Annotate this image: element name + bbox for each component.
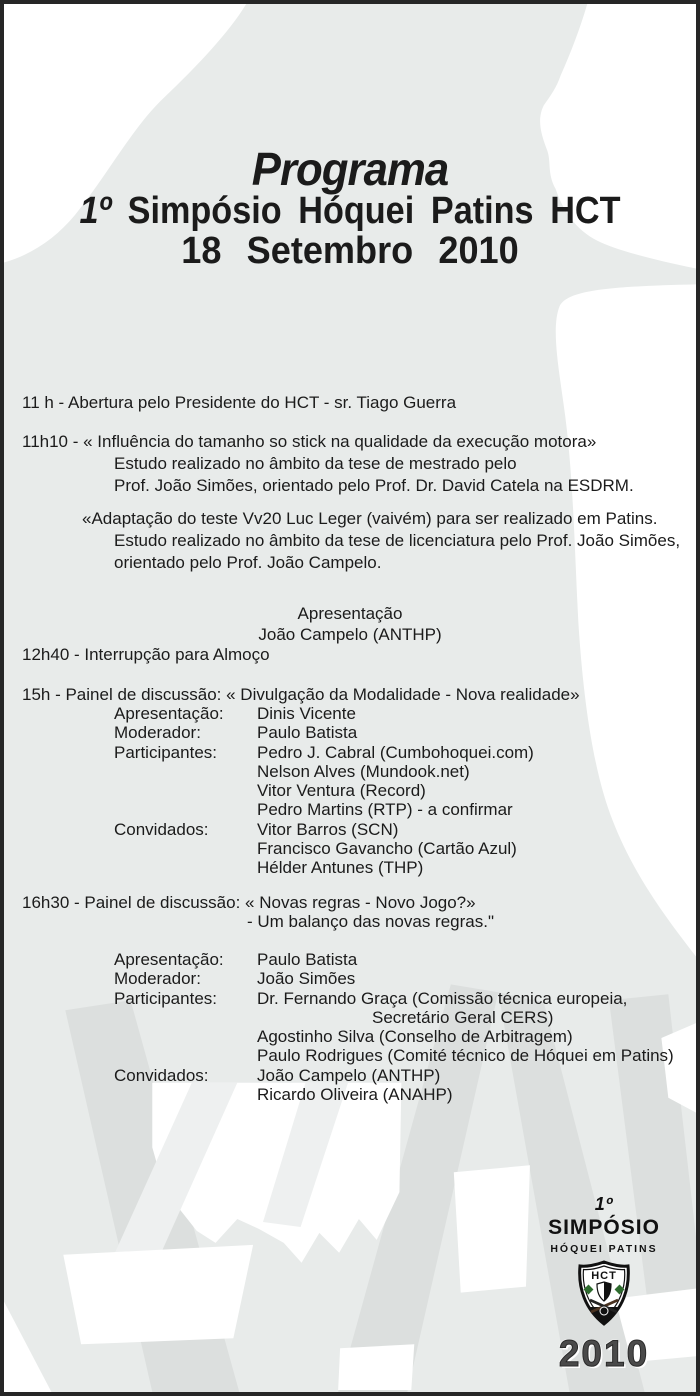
panel-row-value: Pedro J. Cabral (Cumbohoquei.com) bbox=[257, 742, 534, 762]
panel-row-label bbox=[114, 1046, 257, 1065]
panel-row-label bbox=[114, 1008, 257, 1027]
panel-row-label bbox=[114, 800, 257, 819]
panel-row-label: Moderador: bbox=[114, 723, 201, 743]
presentation-block bbox=[4, 603, 696, 645]
talk2-title: «Adaptação do teste Vv20 Luc Leger (vaivém) para ser realizado em Patins. bbox=[82, 509, 658, 528]
panel-row-label bbox=[114, 762, 257, 781]
panel-row-value: Paulo Batista bbox=[257, 723, 358, 743]
talk2-block bbox=[22, 508, 680, 574]
panel-row-value: João Campelo (ANTHP) bbox=[257, 1065, 441, 1085]
svg-text:HCT: HCT bbox=[591, 1270, 617, 1282]
panel-row-value: Vitor Barros (SCN) bbox=[257, 819, 399, 839]
event-ordinal: 1º bbox=[79, 190, 111, 232]
event-name: Simpósio Hóquei Patins HCT bbox=[127, 190, 621, 232]
panel-row bbox=[114, 743, 534, 762]
panel-row-label bbox=[114, 1085, 257, 1104]
hct-crest-icon bbox=[509, 1260, 699, 1331]
panel-row bbox=[114, 858, 534, 877]
panel-row-value: Paulo Batista bbox=[257, 950, 358, 969]
panel-row-label bbox=[114, 858, 257, 877]
logo-ordinal: 1º bbox=[594, 1194, 614, 1214]
page-title: Programa bbox=[251, 143, 449, 195]
panel1-heading: 15h - Painel de discussão: « Divulgação da Modalidade - Nova realidade» bbox=[22, 685, 580, 704]
panel-row-label: Convidados: bbox=[114, 819, 209, 839]
panel-row bbox=[114, 1085, 674, 1104]
talk1-block bbox=[22, 431, 634, 497]
panel-row-value: Secretário Geral CERS) bbox=[372, 1007, 554, 1027]
panel-row-label bbox=[114, 781, 257, 800]
panel-row bbox=[114, 1027, 674, 1046]
schedule-lunch: 12h40 - Interrupção para Almoço bbox=[22, 645, 270, 664]
panel-row-label: Moderador: bbox=[114, 969, 201, 989]
logo-year: 2010 bbox=[558, 1333, 650, 1374]
panel-row-label: Participantes: bbox=[114, 742, 217, 762]
panel1-rows bbox=[114, 704, 534, 878]
talk2-line2: Estudo realizado no âmbito da tese de licenciatura pelo Prof. João Simões, bbox=[114, 531, 681, 550]
presentation-heading: Apresentação bbox=[297, 604, 403, 623]
panel2-heading: 16h30 - Painel de discussão: « Novas regras - Novo Jogo?» bbox=[22, 893, 476, 912]
panel-row-label: Apresentação: bbox=[114, 704, 224, 723]
panel-row-value: Francisco Gavancho (Cartão Azul) bbox=[257, 839, 517, 859]
panel-row-label bbox=[114, 839, 257, 858]
logo-subtitle: HÓQUEI PATINS bbox=[550, 1243, 658, 1255]
panel-row-label: Apresentação: bbox=[114, 950, 224, 969]
panel-row-value: Ricardo Oliveira (ANAHP) bbox=[257, 1085, 453, 1105]
panel-row-label bbox=[114, 1027, 257, 1046]
panel-row-value: Vitor Ventura (Record) bbox=[257, 781, 426, 801]
panel-row bbox=[114, 989, 674, 1008]
symposium-logo bbox=[509, 1194, 699, 1375]
panel-row-value: Dinis Vicente bbox=[257, 704, 356, 723]
panel-row bbox=[114, 781, 534, 800]
panel-row bbox=[114, 820, 534, 839]
panel2-rows bbox=[114, 950, 674, 1104]
panel2-subheading: - Um balanço das novas regras." bbox=[247, 912, 494, 931]
panel-row bbox=[114, 950, 674, 969]
panel-row bbox=[114, 762, 534, 781]
panel-row bbox=[114, 969, 674, 988]
talk1-line3: Prof. João Simões, orientado pelo Prof. Dr. David Catela na ESDRM. bbox=[114, 476, 634, 495]
panel-row-value: Hélder Antunes (THP) bbox=[257, 858, 424, 878]
event-date: 18 Setembro 2010 bbox=[181, 230, 519, 272]
panel-row-label: Participantes: bbox=[114, 988, 217, 1008]
talk1-title: 11h10 - « Influência do tamanho so stick na qualidade da execução motora» bbox=[22, 432, 597, 451]
panel-row-value: Nelson Alves (Mundook.net) bbox=[257, 761, 470, 781]
panel-row bbox=[114, 723, 534, 742]
panel-row-value: Agostinho Silva (Conselho de Arbitragem) bbox=[257, 1027, 573, 1047]
panel-row bbox=[114, 800, 534, 819]
talk1-line2: Estudo realizado no âmbito da tese de mestrado pelo bbox=[114, 454, 517, 473]
talk2-line3: orientado pelo Prof. João Campelo. bbox=[114, 553, 382, 572]
panel-row bbox=[114, 704, 534, 723]
panel-row bbox=[114, 1046, 674, 1065]
panel-row bbox=[114, 1008, 674, 1027]
logo-title: SIMPÓSIO bbox=[548, 1216, 660, 1239]
panel-row-value: Paulo Rodrigues (Comité técnico de Hóquei em Patins) bbox=[257, 1046, 674, 1066]
schedule-opening: 11 h - Abertura pelo Presidente do HCT - sr. Tiago Guerra bbox=[22, 393, 457, 412]
panel-row-value: Dr. Fernando Graça (Comissão técnica europeia, bbox=[257, 988, 628, 1008]
panel-row bbox=[114, 1066, 674, 1085]
panel-row-label: Convidados: bbox=[114, 1065, 209, 1085]
panel-row-value: João Simões bbox=[257, 969, 356, 989]
panel-row bbox=[114, 839, 534, 858]
presenter-name: João Campelo (ANTHP) bbox=[258, 625, 442, 644]
panel-row-value: Pedro Martins (RTP) - a confirmar bbox=[257, 800, 513, 820]
event-title bbox=[39, 190, 662, 233]
